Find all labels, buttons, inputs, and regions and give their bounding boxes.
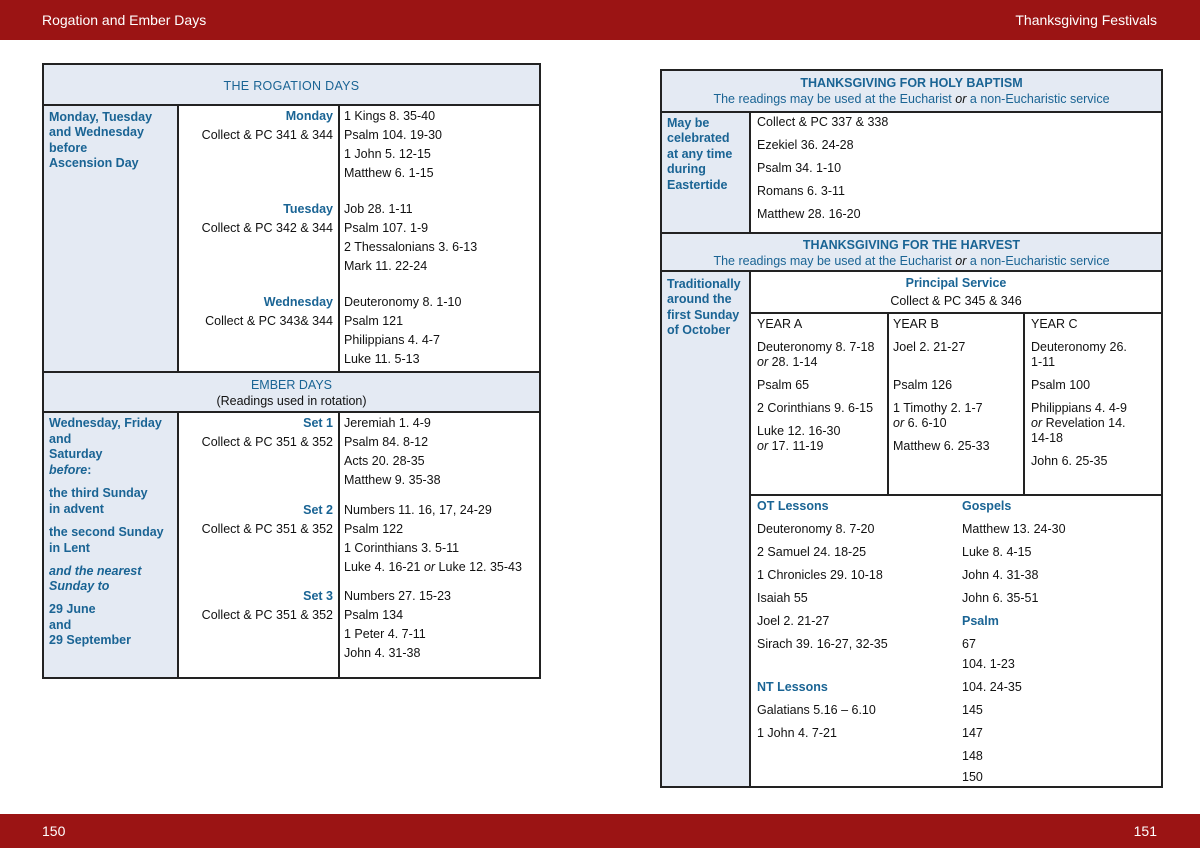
baptism-title: THANKSGIVING FOR HOLY BAPTISM	[800, 76, 1023, 90]
ember-when-cell	[44, 413, 177, 677]
left-page-number: 150	[42, 823, 66, 839]
reading: Mark 11. 22-24	[344, 259, 428, 273]
rogation-ember-table	[42, 63, 541, 679]
rogation-collect-wednesday: Collect & PC 343& 344	[205, 314, 333, 328]
baptism-subtitle	[662, 92, 1161, 106]
ember-when-line: the second Sunday	[49, 525, 164, 539]
header-right-title: Thanksgiving Festivals	[1015, 12, 1157, 28]
reading: Psalm 121	[344, 314, 404, 328]
reading: Job 28. 1-11	[344, 202, 413, 216]
reading: Psalm 122	[344, 522, 404, 536]
reading: Luke 12. 16-30	[757, 424, 841, 438]
baptism-when-cell	[662, 113, 749, 232]
reading: Matthew 9. 35-38	[344, 473, 441, 487]
reading: Matthew 6. 1-15	[344, 166, 434, 180]
rogation-when-line: before	[49, 141, 88, 155]
reading: Galatians 5.16 – 6.10	[757, 703, 876, 717]
ember-when-line	[49, 463, 91, 477]
reading: Luke 11. 5-13	[344, 352, 420, 366]
reading: 14-18	[1031, 431, 1063, 445]
baptism-when-line: during	[667, 162, 706, 176]
reading: Sirach 39. 16-27, 32-35	[757, 637, 888, 651]
principal-collect: Collect & PC 345 & 346	[890, 294, 1022, 308]
reading: Psalm 84. 8-12	[344, 435, 429, 449]
reading: 147	[962, 726, 983, 740]
reading: Psalm 104. 19-30	[344, 128, 442, 142]
reading	[757, 355, 817, 369]
harvest-when-line: first Sunday	[667, 308, 740, 322]
reading-part: Revelation 14.	[1045, 416, 1126, 430]
ember-when-before: before	[49, 463, 88, 477]
column-divider	[177, 413, 179, 677]
reading: 104. 1-23	[962, 657, 1015, 671]
baptism-when-line: Eastertide	[667, 178, 728, 192]
ember-title: EMBER DAYS	[250, 378, 333, 392]
year-c-label: YEAR C	[1031, 317, 1078, 331]
ember-subtitle: (Readings used in rotation)	[216, 394, 367, 408]
gospels-title: Gospels	[962, 499, 1012, 513]
rogation-header	[44, 65, 539, 106]
reading-part: 6. 6-10	[907, 416, 947, 430]
reading: Romans 6. 3-11	[757, 184, 846, 198]
ember-when-line: Wednesday, Friday	[49, 416, 162, 430]
reading: Psalm 34. 1-10	[757, 161, 842, 175]
ember-when-line: and	[49, 618, 72, 632]
reading: 1 Timothy 2. 1-7	[893, 401, 983, 415]
reading: Psalm 100	[1031, 378, 1091, 392]
right-page-number: 151	[1133, 823, 1157, 839]
subtitle-or: or	[955, 92, 967, 106]
reading: Psalm 107. 1-9	[344, 221, 429, 235]
reading-or: or	[1031, 416, 1043, 430]
reading: Deuteronomy 8. 7-20	[757, 522, 875, 536]
reading	[893, 416, 947, 430]
reading: Matthew 13. 24-30	[962, 522, 1066, 536]
reading: 2 Samuel 24. 18-25	[757, 545, 867, 559]
reading: Psalm 65	[757, 378, 810, 392]
reading: Matthew 28. 16-20	[757, 207, 861, 221]
reading: John 6. 35-51	[962, 591, 1039, 605]
harvest-when-line: Traditionally	[667, 277, 741, 291]
rogation-when-cell	[44, 106, 177, 371]
reading: 1 John 5. 12-15	[344, 147, 431, 161]
reading: Numbers 11. 16, 17, 24-29	[344, 503, 492, 517]
thanksgiving-table	[660, 69, 1163, 788]
harvest-header	[662, 234, 1161, 270]
reading: 1 Kings 8. 35-40	[344, 109, 436, 123]
ember-when-line: 29 September	[49, 633, 131, 647]
reading	[344, 560, 522, 574]
reading: Psalm 126	[893, 378, 953, 392]
column-divider	[749, 113, 751, 232]
reading: 148	[962, 749, 983, 763]
reading-part: Luke 4. 16-21	[344, 560, 421, 574]
reading: Joel 2. 21-27	[757, 614, 830, 628]
rogation-collect-monday: Collect & PC 341 & 344	[201, 128, 333, 142]
ember-when-line: in advent	[49, 502, 104, 516]
reading: 67	[962, 637, 976, 651]
row-divider	[751, 312, 1161, 314]
subtitle-part: The readings may be used at the Eucharist	[713, 92, 952, 106]
reading: Deuteronomy 8. 1-10	[344, 295, 462, 309]
reading: Psalm 134	[344, 608, 404, 622]
reading: 2 Corinthians 9. 6-15	[757, 401, 874, 415]
reading: Philippians 4. 4-7	[344, 333, 440, 347]
principal-title: Principal Service	[905, 276, 1007, 290]
reading: Deuteronomy 8. 7-18	[757, 340, 875, 354]
baptism-collect: Collect & PC 337 & 338	[757, 115, 889, 129]
reading: 1 Chronicles 29. 10-18	[757, 568, 883, 582]
psalm-title: Psalm	[962, 614, 999, 628]
ember-collect-set-1: Collect & PC 351 & 352	[201, 435, 333, 449]
harvest-subtitle	[662, 254, 1161, 268]
reading: Matthew 6. 25-33	[893, 439, 990, 453]
reading-or: or	[757, 355, 769, 369]
reading-part: 17. 11-19	[771, 439, 824, 453]
reading	[1031, 416, 1126, 430]
footer-bar	[0, 814, 1200, 848]
reading: Jeremiah 1. 4-9	[344, 416, 431, 430]
ot-lessons-title: OT Lessons	[757, 499, 829, 513]
column-divider	[1023, 314, 1025, 494]
row-divider	[751, 494, 1161, 496]
reading: 150	[962, 770, 983, 784]
ember-set-1: Set 1	[303, 416, 333, 430]
header-bar	[0, 0, 1200, 40]
column-divider	[749, 272, 751, 786]
ember-when-line: Saturday	[49, 447, 103, 461]
column-divider	[177, 106, 179, 371]
reading: John 4. 31-38	[962, 568, 1039, 582]
reading: Ezekiel 36. 24-28	[757, 138, 854, 152]
ember-when-colon: :	[87, 463, 92, 477]
harvest-when-line: around the	[667, 292, 732, 306]
reading	[757, 439, 824, 453]
ember-when-line: 29 June	[49, 602, 96, 616]
baptism-when-line: at any time	[667, 147, 733, 161]
ember-when-line: and the nearest	[49, 564, 142, 578]
reading: 1 Peter 4. 7-11	[344, 627, 426, 641]
rogation-day-tuesday: Tuesday	[283, 202, 333, 216]
ember-when-line: and	[49, 432, 72, 446]
reading-or: or	[893, 416, 905, 430]
reading-or: or	[757, 439, 769, 453]
ember-collect-set-2: Collect & PC 351 & 352	[201, 522, 333, 536]
subtitle-part: a non-Eucharistic service	[969, 254, 1110, 268]
reading: 2 Thessalonians 3. 6-13	[344, 240, 478, 254]
rogation-title: THE ROGATION DAYS	[223, 79, 360, 93]
ember-header	[44, 371, 539, 413]
rogation-day-monday: Monday	[285, 109, 333, 123]
reading: Numbers 27. 15-23	[344, 589, 452, 603]
ember-when-line: Sunday to	[49, 579, 110, 593]
rogation-day-wednesday: Wednesday	[263, 295, 333, 309]
year-a-label: YEAR A	[757, 317, 803, 331]
header-left-title: Rogation and Ember Days	[42, 12, 207, 28]
subtitle-part: The readings may be used at the Eucharist	[713, 254, 952, 268]
reading: 104. 24-35	[962, 680, 1022, 694]
baptism-when-line: celebrated	[667, 131, 730, 145]
reading: 1 John 4. 7-21	[757, 726, 837, 740]
ember-when-line: in Lent	[49, 541, 90, 555]
reading-or: or	[423, 560, 436, 574]
reading-part: 28. 1-14	[771, 355, 818, 369]
subtitle-part: a non-Eucharistic service	[969, 92, 1110, 106]
rogation-when-line: Ascension Day	[49, 156, 139, 170]
column-divider	[887, 314, 889, 494]
column-divider	[338, 413, 340, 677]
rogation-when-line: and Wednesday	[49, 125, 144, 139]
baptism-when-line: May be	[667, 116, 710, 130]
ember-when-line: the third Sunday	[49, 486, 148, 500]
harvest-title: THANKSGIVING FOR THE HARVEST	[802, 238, 1021, 252]
reading: Luke 8. 4-15	[962, 545, 1032, 559]
nt-lessons-title: NT Lessons	[757, 680, 828, 694]
reading: Acts 20. 28-35	[344, 454, 425, 468]
baptism-header	[662, 71, 1161, 111]
reading: Deuteronomy 26.	[1031, 340, 1127, 354]
reading: John 6. 25-35	[1031, 454, 1108, 468]
subtitle-or: or	[955, 254, 967, 268]
reading-part: Luke 12. 35-43	[438, 560, 522, 574]
column-divider	[338, 106, 340, 371]
ember-collect-set-3: Collect & PC 351 & 352	[201, 608, 333, 622]
year-b-label: YEAR B	[893, 317, 939, 331]
ember-set-3: Set 3	[303, 589, 333, 603]
harvest-when-line: of October	[667, 323, 731, 337]
reading: 145	[962, 703, 983, 717]
rogation-when-line: Monday, Tuesday	[49, 110, 153, 124]
reading: 1-11	[1031, 355, 1056, 369]
ember-set-2: Set 2	[303, 503, 333, 517]
reading: Isaiah 55	[757, 591, 808, 605]
reading: Joel 2. 21-27	[893, 340, 966, 354]
reading: Philippians 4. 4-9	[1031, 401, 1127, 415]
reading: John 4. 31-38	[344, 646, 421, 660]
rogation-collect-tuesday: Collect & PC 342 & 344	[201, 221, 333, 235]
harvest-when-cell	[662, 272, 749, 786]
reading: 1 Corinthians 3. 5-11	[344, 541, 460, 555]
